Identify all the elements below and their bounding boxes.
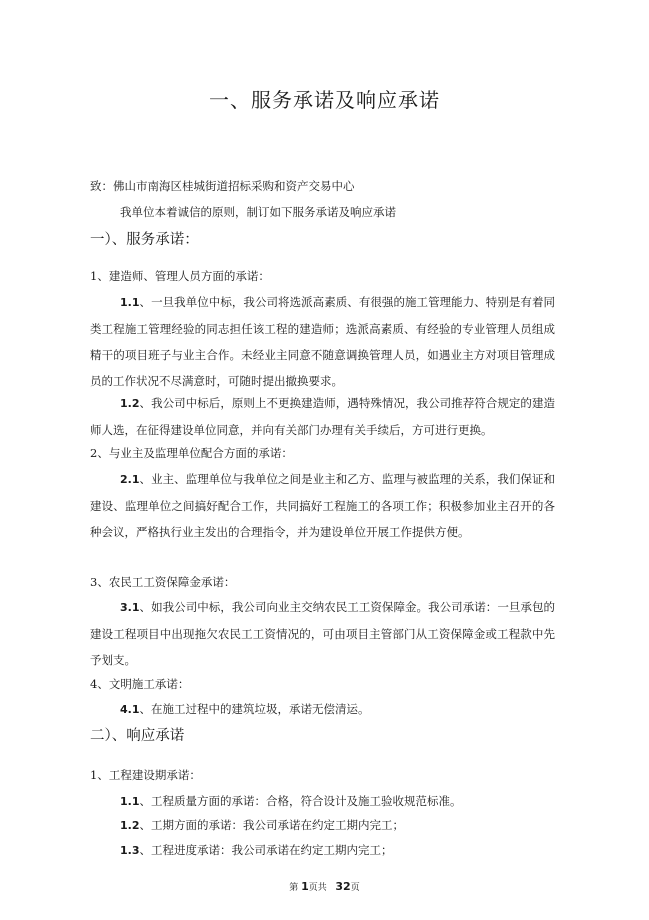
paragraph-number: 1.2 [120, 819, 140, 832]
paragraph-r1-3 [120, 842, 393, 858]
total-pages: 32 [335, 880, 351, 893]
paragraph-1-1 [90, 289, 555, 394]
paragraph-4-1 [120, 701, 370, 717]
item-heading-3: 3、农民工工资保障金承诺： [90, 575, 236, 589]
paragraph-number: 3.1 [120, 601, 140, 614]
item-heading-4: 4、文明施工承诺： [90, 677, 190, 691]
item-heading-r1: 1、工程建设期承诺： [90, 768, 201, 782]
paragraph-text: 、工程质量方面的承诺：合格，符合设计及施工验收规范标准。 [139, 794, 462, 808]
paragraph-number: 2.1 [120, 473, 140, 486]
page-footer [0, 880, 649, 893]
item-heading-1: 1、建造师、管理人员方面的承诺： [90, 269, 270, 283]
paragraph-r1-2 [120, 817, 404, 833]
paragraph-number: 1.3 [120, 844, 140, 857]
footer-prefix: 第 [289, 883, 299, 893]
paragraph-text: 、我公司中标后，原则上不更换建造师，遇特殊情况，我公司推荐符合规定的建造师人选，在征得建设单位同意，并向有关部门办理有关手续后，方可进行更换。 [90, 396, 555, 437]
page-title: 一、服务承诺及响应承诺 [209, 88, 440, 112]
item-heading-2: 2、与业主及监理单位配合方面的承诺： [90, 446, 293, 460]
footer-mid: 页共 [308, 883, 327, 893]
paragraph-number: 1.2 [120, 397, 140, 410]
intro-line: 我单位本着诚信的原则，制订如下服务承诺及响应承诺 [120, 205, 396, 219]
paragraph-number: 1.1 [120, 795, 140, 808]
paragraph-text: 、如我公司中标，我公司向业主交纳农民工工资保障金。我公司承诺：一旦承包的建设工程项目中出现拖欠农民工工资情况的，可由项目主管部门从工资保障金或工程款中先予划支。 [90, 600, 555, 667]
paragraph-r1-1 [120, 793, 462, 809]
section-heading-service: 一）、服务承诺： [90, 232, 199, 248]
paragraph-number: 4.1 [120, 703, 140, 716]
footer-suffix: 页 [350, 883, 360, 893]
addressee-line: 致：佛山市南海区桂城街道招标采购和资产交易中心 [90, 179, 355, 193]
paragraph-text: 、工期方面的承诺：我公司承诺在约定工期内完工； [139, 818, 404, 832]
paragraph-1-2 [90, 390, 555, 443]
paragraph-text: 、工程进度承诺：我公司承诺在约定工期内完工； [139, 843, 393, 857]
paragraph-text: 、业主、监理单位与我单位之间是业主和乙方、监理与被监理的关系，我们保证和建设、监理单位之间搞好配合工作，共同搞好工程施工的各项工作；积极参加业主召开的各种会议，严格执行业主发出的合理指令，并为建设单位开展工作提供方便。 [90, 472, 555, 539]
paragraph-3-1 [90, 594, 555, 673]
paragraph-2-1 [90, 466, 555, 545]
paragraph-number: 1.1 [120, 296, 140, 309]
section-heading-response: 二）、响应承诺 [90, 728, 185, 744]
paragraph-text: 、在施工过程中的建筑垃圾，承诺无偿清运。 [139, 702, 370, 716]
page-number: 1 [301, 880, 309, 893]
paragraph-text: 、一旦我单位中标，我公司将选派高素质、有很强的施工管理能力、特别是有着同类工程施工管理经验的同志担任该工程的建造师；选派高素质、有经验的专业管理人员组成精干的项目班子与业主合作。未经业主同意不随意调换管理人员，如遇业主方对项目管理成员的工作状况不尽满意时，可随时提出撤换要求。 [90, 295, 555, 388]
